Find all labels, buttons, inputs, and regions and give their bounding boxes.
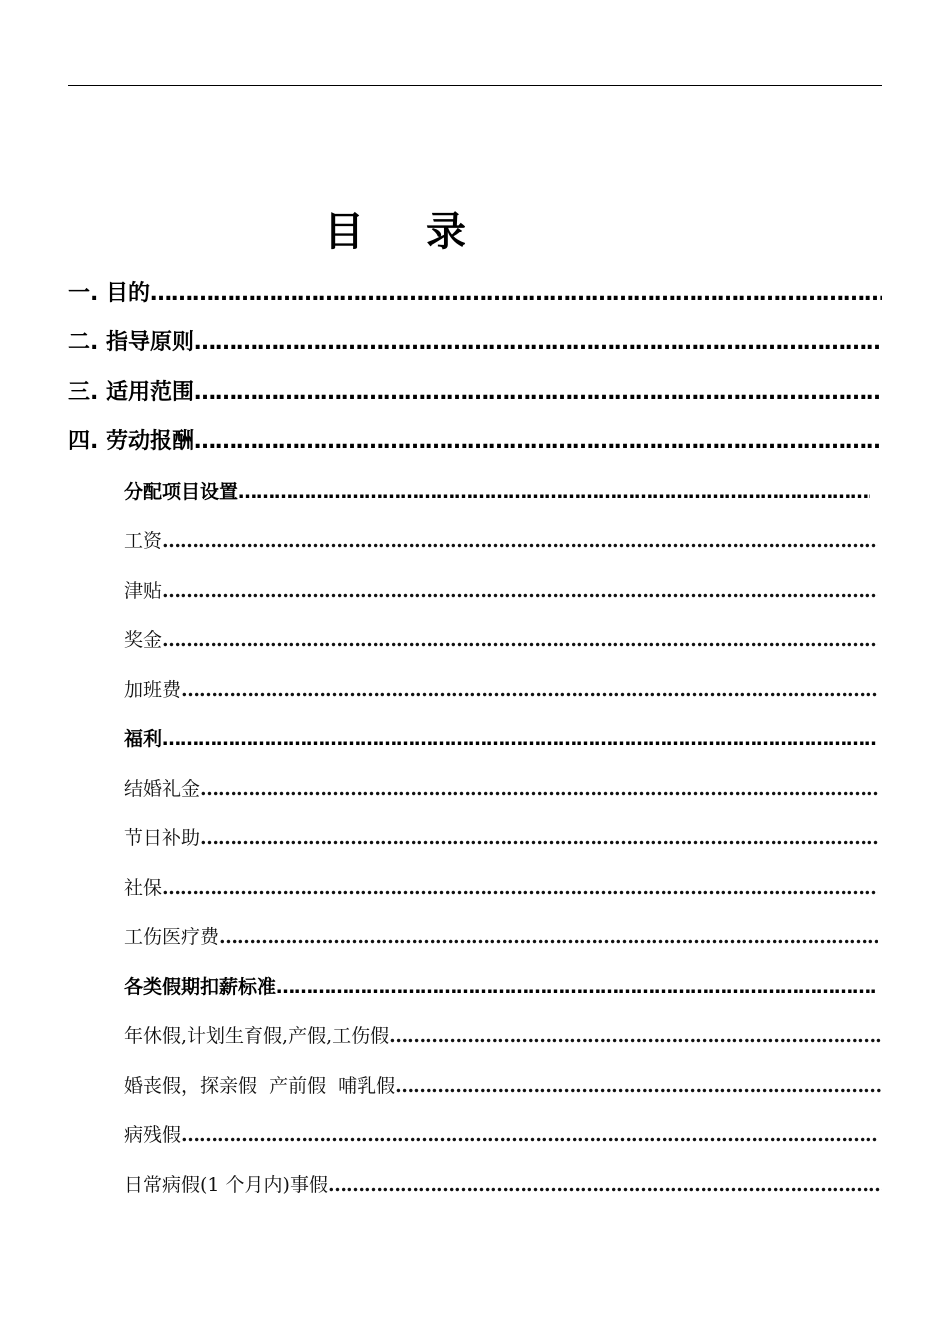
header-rule bbox=[68, 85, 882, 86]
toc-leader bbox=[181, 1124, 878, 1146]
title-char-2: 录 bbox=[426, 208, 466, 255]
toc-entry-label: 奖金 bbox=[124, 629, 163, 651]
toc-entry[interactable] bbox=[68, 375, 882, 405]
toc-entry-label: 福利 bbox=[124, 728, 163, 750]
toc-subentry[interactable] bbox=[124, 873, 878, 901]
title-char-1: 目 bbox=[324, 208, 364, 255]
toc-entry-label: 三. 适用范围 bbox=[68, 380, 195, 405]
toc-entry-label: 节日补助 bbox=[124, 827, 201, 849]
toc-subentry[interactable] bbox=[124, 1170, 882, 1198]
toc-entry-label: 婚丧假，探亲假 产前假 哺乳假 bbox=[124, 1075, 396, 1097]
toc-subentry[interactable] bbox=[124, 724, 876, 752]
toc-leader bbox=[200, 827, 878, 849]
toc-entry-label: 工资 bbox=[124, 530, 163, 552]
toc-leader bbox=[395, 1075, 882, 1097]
toc-subentry[interactable] bbox=[124, 1120, 878, 1148]
toc-entry-label: 结婚礼金 bbox=[124, 778, 201, 800]
toc-entry-label: 津贴 bbox=[124, 580, 163, 602]
toc-entry-label: 日常病假(1 个月内)事假 bbox=[124, 1174, 328, 1196]
toc-subentry[interactable] bbox=[124, 477, 870, 505]
toc-leader bbox=[194, 429, 882, 454]
toc-leader bbox=[162, 728, 876, 750]
toc-leader bbox=[194, 330, 882, 355]
toc-leader bbox=[276, 976, 876, 998]
toc-leader bbox=[238, 481, 870, 503]
toc-subentry[interactable] bbox=[124, 972, 876, 1000]
toc-entry-label: 二. 指导原则 bbox=[68, 330, 195, 355]
toc-entry-label: 工伤医疗费 bbox=[124, 926, 220, 948]
toc-entry-label: 四. 劳动报酬 bbox=[68, 429, 195, 454]
toc-entry[interactable] bbox=[68, 276, 882, 306]
page-title bbox=[0, 200, 790, 257]
toc-leader bbox=[162, 530, 878, 552]
toc-leader bbox=[389, 1025, 882, 1047]
toc-leader bbox=[150, 281, 882, 306]
toc-leader bbox=[162, 629, 878, 651]
toc-subentry[interactable] bbox=[124, 823, 878, 851]
toc-subentry[interactable] bbox=[124, 526, 878, 554]
toc-subentry[interactable] bbox=[124, 576, 878, 604]
toc-entry-label: 分配项目设置 bbox=[124, 481, 239, 503]
toc-entry-label: 年休假,计划生育假,产假,工伤假 bbox=[124, 1025, 390, 1047]
toc-subentry[interactable] bbox=[124, 675, 878, 703]
toc-entry[interactable] bbox=[68, 325, 882, 355]
toc-subentry[interactable] bbox=[124, 1021, 882, 1049]
toc-leader bbox=[162, 580, 878, 602]
toc-entry-label: 一. 目的 bbox=[68, 281, 151, 306]
toc-leader bbox=[328, 1174, 882, 1196]
toc-leader bbox=[162, 877, 878, 899]
toc-subentry[interactable] bbox=[124, 922, 878, 950]
toc-leader bbox=[219, 926, 878, 948]
toc-subentry[interactable] bbox=[124, 1071, 882, 1099]
toc-subentry[interactable] bbox=[124, 625, 878, 653]
toc-leader bbox=[181, 679, 878, 701]
toc-leader bbox=[200, 778, 878, 800]
toc-entry[interactable] bbox=[68, 424, 882, 454]
toc-entry-label: 加班费 bbox=[124, 679, 182, 701]
toc-entry-label: 社保 bbox=[124, 877, 163, 899]
toc-subentry[interactable] bbox=[124, 774, 878, 802]
toc-entry-label: 病残假 bbox=[124, 1124, 182, 1146]
toc-entry-label: 各类假期扣薪标准 bbox=[124, 976, 277, 998]
toc-leader bbox=[194, 380, 882, 405]
